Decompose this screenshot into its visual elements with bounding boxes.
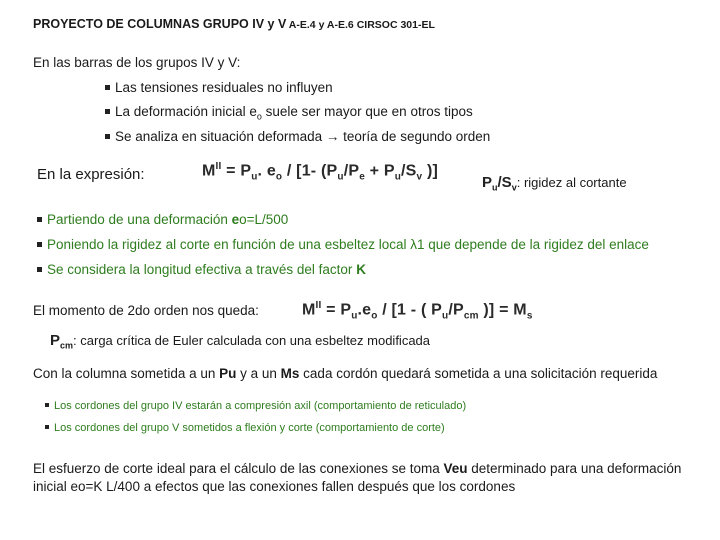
square-bullet-icon <box>105 109 110 114</box>
square-bullet-icon <box>45 425 49 429</box>
bullet-text: La deformación inicial e <box>115 104 257 119</box>
square-bullet-icon <box>37 217 42 222</box>
bullet-text: suele ser mayor que en otros tipos <box>261 104 473 119</box>
small-bullet-group-iv: Los cordones del grupo IV estarán a compresión axil (comportamiento de reticulado) <box>45 400 466 412</box>
square-bullet-icon <box>45 403 49 407</box>
bullet-second-order <box>105 129 490 144</box>
title-main: PROYECTO DE COLUMNAS GRUPO IV y V <box>33 17 287 31</box>
rigidity-note: $P_u/S_v$: rigidez al cortante <box>482 174 627 193</box>
green-bullet-shear-rigidity: Poniendo la rigidez al corte en función de una esbeltez local λ1 que depende de la rigidez del enlace <box>37 237 649 252</box>
column-text: Con la columna sometida a un Pu y a un Ms cada cordón quedará sometida a una solicitación requerida <box>33 366 658 381</box>
final-paragraph: El esfuerzo de corte ideal para el cálculo de las conexiones se toma Veu determinado para una deformación inicial eo=K L/400 a efectos que las conexiones fallen después que los cordones <box>33 461 682 494</box>
square-bullet-icon <box>37 267 42 272</box>
pcm-note: $P_{cm}$: carga crítica de Euler calculada con una esbeltez modificada <box>50 332 431 351</box>
square-bullet-icon <box>105 134 110 139</box>
square-bullet-icon <box>105 85 110 90</box>
bullet-text: Las tensiones residuales no influyen <box>115 80 333 95</box>
formula-moment-shear: $M^{II} = P_u$. $e_o / [1-$ ($P_u/P_e + P_u/S_v$ )] <box>202 161 439 183</box>
right-arrow-icon: → <box>325 129 340 144</box>
expression-label: En la expresión: <box>37 166 145 183</box>
square-bullet-icon <box>37 242 42 247</box>
intro-text: En las barras de los grupos IV y V: <box>33 55 241 70</box>
moment-label: El momento de 2do orden nos queda: <box>33 303 259 318</box>
green-bullet-initial-deformation: Partiendo de una deformación eo=L/500 <box>37 212 288 227</box>
subscript-o: o <box>256 111 262 122</box>
bullet-residual <box>105 80 333 95</box>
formula-second-order-moment: $M^{II} = P_u.e_o / [1$ - ( $P_u/P_{cm}$ )] = $M_s$ <box>302 300 533 322</box>
green-bullet-effective-length: Se considera la longitud efectiva a través del factor K <box>37 262 366 277</box>
bullet-text: Se analiza en situación deformada <box>115 129 326 144</box>
small-bullet-group-v: Los cordones del grupo V sometidos a flexión y corte (comportamiento de corte) <box>45 422 445 434</box>
title-suffix: A-E.4 y A-E.6 CIRSOC 301-EL <box>286 19 435 31</box>
bullet-deformation <box>105 104 473 122</box>
page-title <box>33 17 435 31</box>
bullet-text: teoría de segundo orden <box>343 129 491 144</box>
